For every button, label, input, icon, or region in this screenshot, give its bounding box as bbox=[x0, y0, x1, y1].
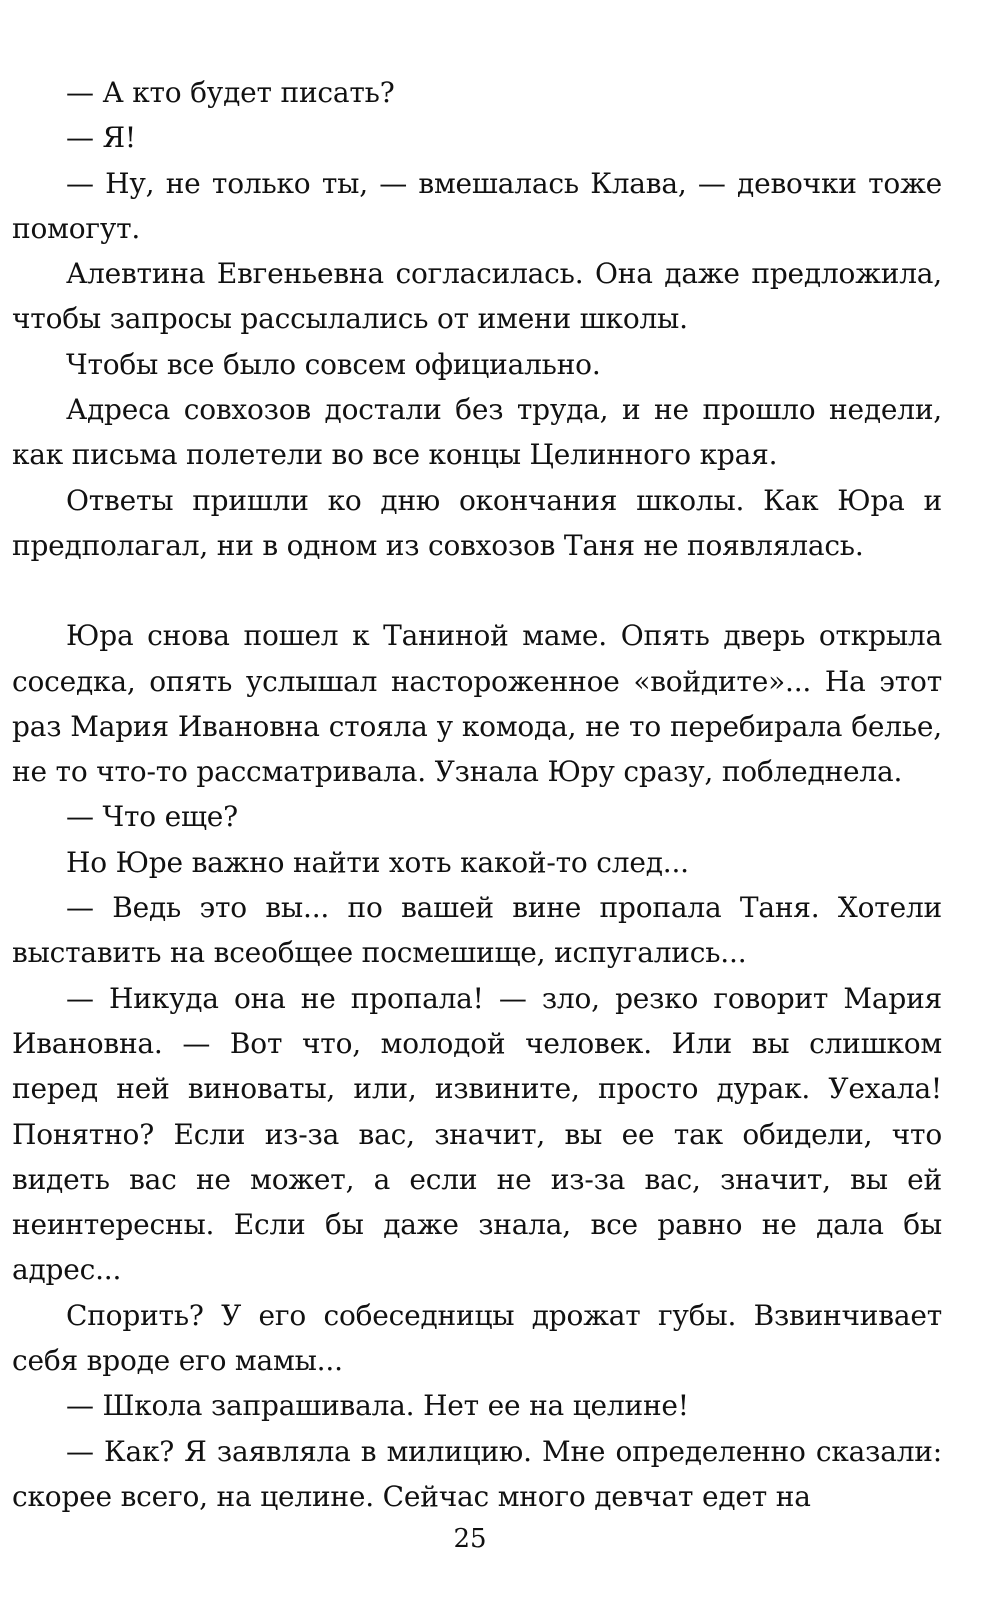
paragraph-1: — А кто будет писать? bbox=[66, 76, 395, 109]
paragraph-5: Чтобы все было совсем официально. bbox=[66, 347, 601, 381]
paragraph-14: — Школа запрашивала. Нет ее на целине! bbox=[66, 1389, 689, 1423]
paragraph-2: — Я! bbox=[66, 121, 136, 155]
paragraph-7: Ответы пришли ко дню окончания школы. Как Юра и предполагал, ни в одном из совхозов Таня не появлялась. bbox=[12, 483, 942, 562]
paragraph-8: Юра снова пошел к Таниной маме. Опять дверь открыла соседка, опять услышал настороженное «войдите»... На этот раз Мария Ивановна стояла у комода, не то перебирала белье, не то что-то рассматривала. Узнала Юру сразу, побледнела. bbox=[12, 619, 942, 789]
paragraph-11: — Ведь это вы... по вашей вине пропала Таня. Хотели выставить на всеобщее посмешище, испугались... bbox=[12, 891, 942, 970]
paragraph-15: — Как? Я заявляла в милицию. Мне определенно сказали: скорее всего, на целине. Сейчас много девчат едет на bbox=[12, 1434, 942, 1513]
paragraph-9: — Что еще? bbox=[66, 800, 238, 834]
paragraph-4: Алевтина Евгеньевна согласилась. Она даже предложила, чтобы запросы рассылались от имени школы. bbox=[12, 257, 942, 336]
page-body bbox=[12, 70, 942, 1519]
paragraph-10: Но Юре важно найти хоть какой-то след... bbox=[66, 845, 689, 879]
paragraph-3: — Ну, не только ты, — вмешалась Клава, — девочки тоже помогут. bbox=[12, 166, 942, 245]
page-number: 25 bbox=[453, 1524, 487, 1554]
paragraph-6: Адреса совхозов достали без труда, и не прошло недели, как письма полетели во все концы Целинного края. bbox=[12, 393, 942, 472]
paragraph-13: Спорить? У его собеседницы дрожат губы. Взвинчивает себя вроде его мамы... bbox=[12, 1298, 942, 1378]
paragraph-12: — Никуда она не пропала! — зло, резко говорит Мария Ивановна. — Вот что, молодой человек. Или вы слишком перед ней виноваты, или, извините, просто дурак. Уехала! Понятно? Если из-за вас, значит, вы ее так обидели, что видеть вас не может, а если не из-за вас, значит, вы ей неинтересны. Если бы даже знала, все равно не дала бы адрес... bbox=[12, 981, 942, 1287]
